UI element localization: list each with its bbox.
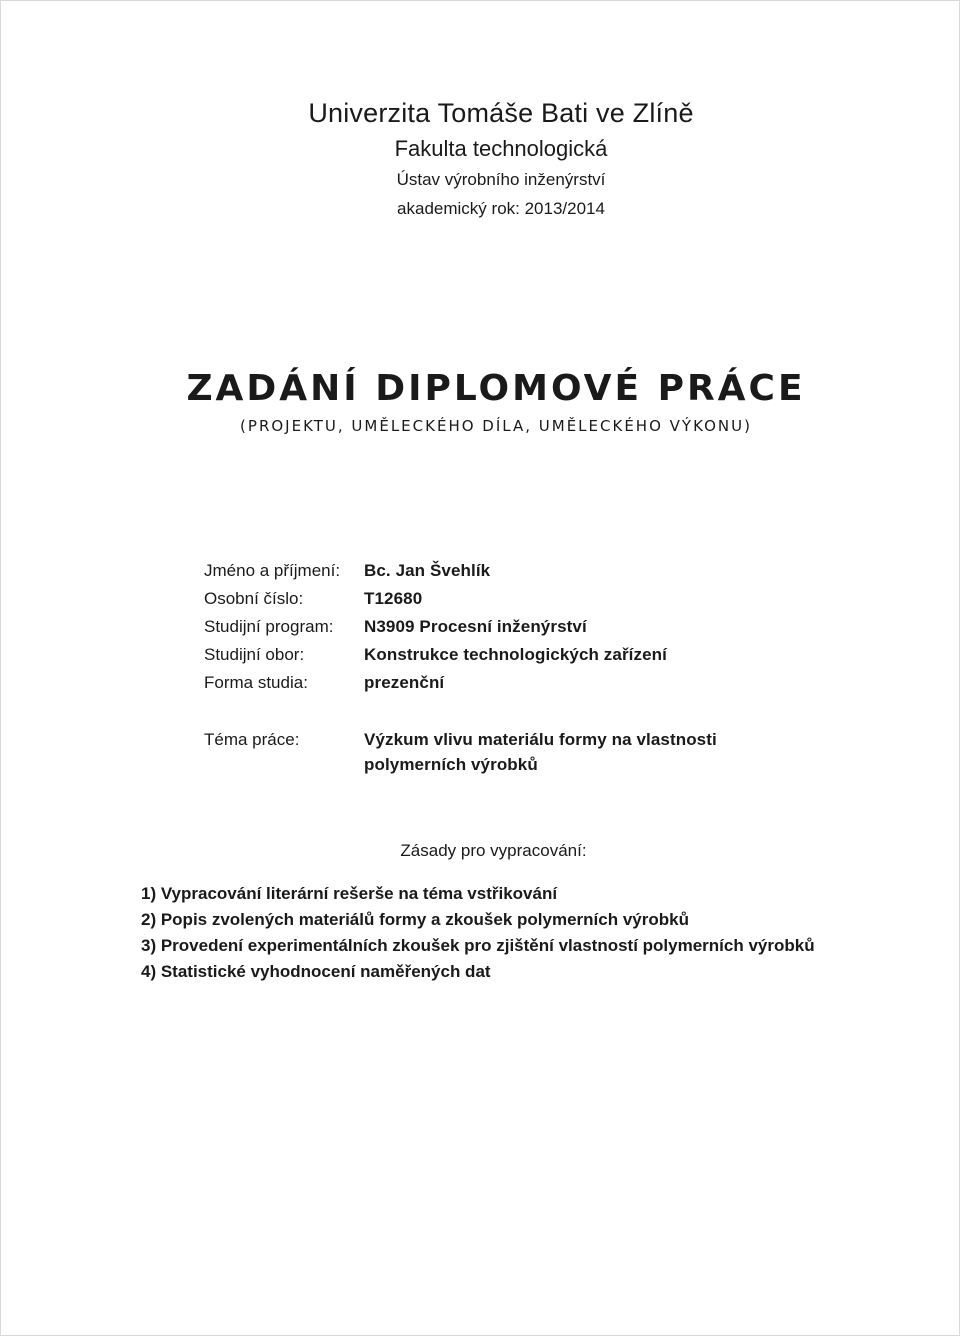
topic-value-line: polymerních výrobků [364, 755, 538, 774]
title-block [1, 363, 960, 437]
info-label: Jméno a příjmení: [204, 561, 341, 580]
faculty-name: Fakulta technologická [394, 136, 608, 161]
topic-value [364, 727, 744, 777]
thesis-topic [204, 727, 744, 777]
info-row-personal-number [204, 585, 667, 613]
info-value: Konstrukce technologických zařízení [364, 645, 667, 664]
topic-value-line: Výzkum vlivu materiálu formy na vlastnosti [364, 730, 717, 749]
info-row-study-form [204, 669, 667, 697]
list-item: 1) Vypracování literární rešerše na téma vstřikování [141, 884, 558, 903]
info-value: Bc. Jan Švehlík [364, 561, 491, 580]
info-label: Studijní obor: [204, 645, 305, 664]
academic-year: akademický rok: 2013/2014 [397, 199, 605, 218]
info-label: Forma studia: [204, 673, 308, 692]
info-value: N3909 Procesní inženýrství [364, 617, 587, 636]
document-title: ZADÁNÍ DIPLOMOVÉ PRÁCE [186, 368, 806, 409]
list-item: 2) Popis zvolených materiálů formy a zkoušek polymerních výrobků [141, 910, 689, 929]
principles-list [141, 881, 815, 985]
info-label: Osobní číslo: [204, 589, 304, 608]
info-label: Studijní program: [204, 617, 334, 636]
info-row-field [204, 641, 667, 669]
list-item: 4) Statistické vyhodnocení naměřených dat [141, 962, 491, 981]
document-subtitle: (PROJEKTU, UMĚLECKÉHO DÍLA, UMĚLECKÉHO VÝKONU) [240, 417, 752, 435]
university-name: Univerzita Tomáše Bati ve Zlíně [308, 98, 694, 128]
header [1, 93, 960, 223]
principles-heading: Zásady pro vypracování: [400, 841, 587, 860]
student-info [204, 557, 667, 697]
topic-label: Téma práce: [204, 730, 300, 749]
info-value: prezenční [364, 673, 445, 692]
info-value: T12680 [364, 589, 423, 608]
institute-name: Ústav výrobního inženýrství [396, 170, 606, 189]
info-row-name [204, 557, 667, 585]
info-row-program [204, 613, 667, 641]
list-item: 3) Provedení experimentálních zkoušek pro zjištění vlastností polymerních výrobků [141, 936, 815, 955]
